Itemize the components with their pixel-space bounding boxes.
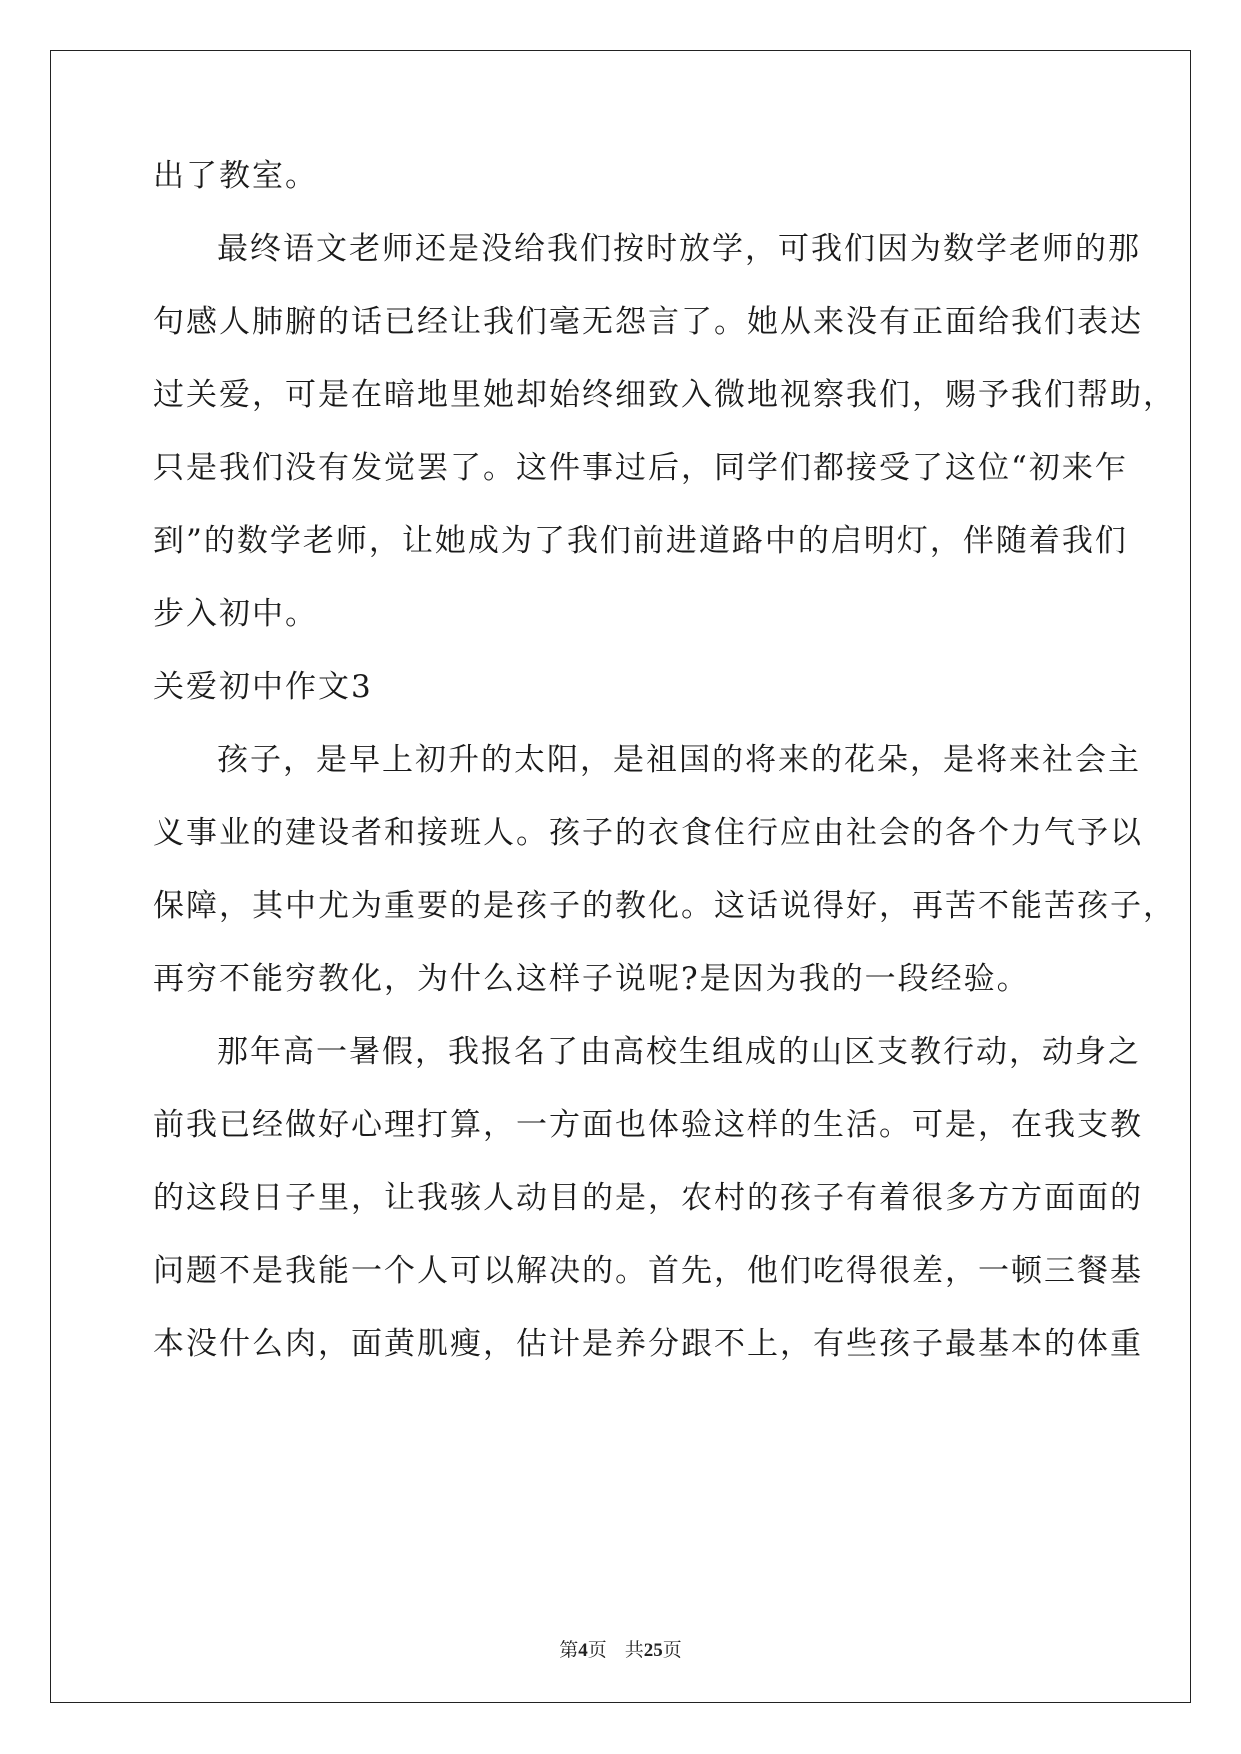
page-footer	[0, 1635, 1241, 1662]
text-line-10: 义事业的建设者和接班人。孩子的衣食住行应由社会的各个力气予以	[153, 815, 1143, 851]
paragraph-start-line-13: 那年高一暑假，我报名了由高校生组成的山区支教行动，动身之	[217, 1034, 1141, 1070]
page-prefix: 第	[559, 1639, 579, 1661]
text-line-12: 再穷不能穷教化，为什么这样子说呢?是因为我的一段经验。	[153, 961, 1030, 997]
text-line-4: 过关爱，可是在暗地里她却始终细致入微地视察我们，赐予我们帮助，	[153, 377, 1176, 413]
text-line-16: 问题不是我能一个人可以解决的。首先，他们吃得很差，一顿三餐基	[153, 1253, 1143, 1289]
page-border	[50, 50, 1191, 1703]
text-line-3: 句感人肺腑的话已经让我们毫无怨言了。她从来没有正面给我们表达	[153, 304, 1143, 340]
text-line-6: 到”的数学老师，让她成为了我们前进道路中的启明灯，伴随着我们	[153, 523, 1128, 559]
current-page-number: 4	[578, 1640, 588, 1661]
paragraph-start-line-9: 孩子，是早上初升的太阳，是祖国的将来的花朵，是将来社会主	[217, 742, 1141, 778]
page-suffix: 页	[587, 1639, 607, 1661]
text-line-15: 的这段日子里，让我骇人动目的是，农村的孩子有着很多方方面面的	[153, 1180, 1143, 1216]
paragraph-start-line-2: 最终语文老师还是没给我们按时放学，可我们因为数学老师的那	[217, 231, 1141, 267]
text-line-5: 只是我们没有发觉罢了。这件事过后，同学们都接受了这位“初来乍	[153, 450, 1128, 486]
text-line-17: 本没什么肉，面黄肌瘦，估计是养分跟不上，有些孩子最基本的体重	[153, 1326, 1143, 1362]
total-page-count: 25	[643, 1640, 663, 1661]
text-line-11: 保障，其中尤为重要的是孩子的教化。这话说得好，再苦不能苦孩子，	[153, 888, 1176, 924]
total-suffix: 页	[662, 1639, 682, 1661]
text-line-1: 出了教室。	[153, 158, 318, 194]
text-line-7: 步入初中。	[153, 596, 318, 632]
section-heading: 关爱初中作文3	[153, 669, 373, 705]
text-line-14: 前我已经做好心理打算，一方面也体验这样的生活。可是，在我支教	[153, 1107, 1143, 1143]
total-prefix: 共	[624, 1639, 644, 1661]
